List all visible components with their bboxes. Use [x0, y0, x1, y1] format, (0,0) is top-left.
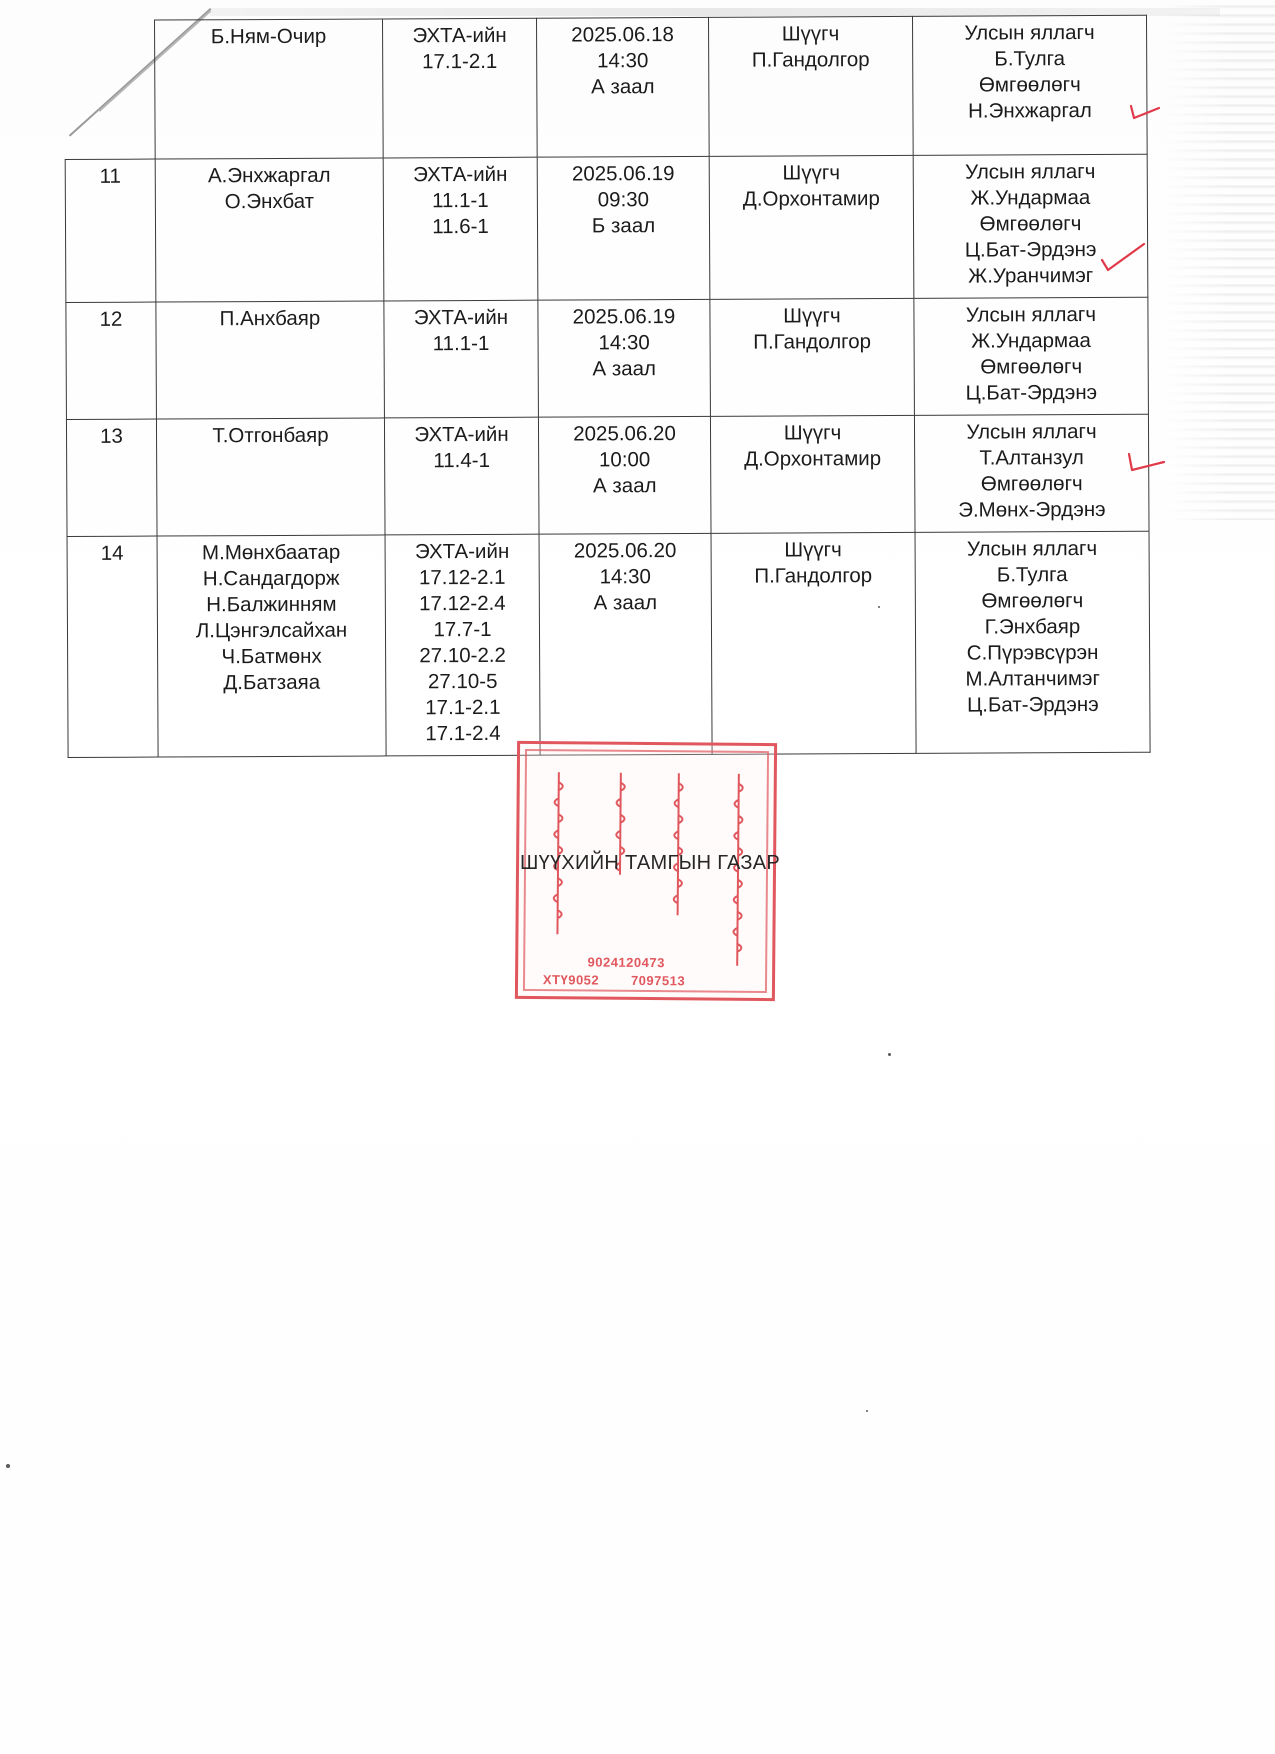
law-article: 17.12-2.1: [418, 565, 506, 590]
hearing-room: А заал: [592, 474, 657, 498]
party-line: Улсын яллагч: [966, 419, 1097, 444]
party-line: Г.Энхбаяр: [984, 615, 1081, 639]
parties-cell: [914, 297, 1149, 415]
law-article: 17.7-1: [433, 617, 492, 642]
hearing-time-cell: [539, 533, 712, 755]
law-article: 17.1-2.1: [425, 695, 501, 720]
judge-title: Шүүгч: [783, 421, 842, 445]
party-line: Б.Тулга: [996, 563, 1068, 587]
defendant-name: М.Мөнхбаатар: [201, 540, 341, 565]
scan-speck: [866, 1410, 868, 1412]
law-article: ЭХТА-ийн: [414, 539, 510, 564]
table-row: [65, 154, 1148, 302]
party-line: Өмгөөлөгч: [980, 472, 1083, 496]
hearing-date: 2025.06.19: [572, 305, 676, 329]
stamp-code: 7097513: [630, 972, 686, 989]
party-line: Улсын яллагч: [964, 20, 1095, 45]
defendant-name: Б.Ням-Очир: [210, 24, 327, 49]
law-article-cell: [385, 534, 540, 756]
defendant-name: Н.Балжинням: [206, 592, 337, 617]
judge-title: Шүүгч: [782, 161, 841, 185]
law-article: 17.12-2.4: [418, 591, 506, 616]
law-article: ЭХТА-ийн: [414, 422, 509, 447]
defendant-names-cell: [155, 158, 384, 302]
law-article: ЭХТА-ийн: [413, 162, 508, 187]
law-article: 11.4-1: [433, 448, 491, 473]
party-line: Ж.Ундармаа: [971, 328, 1091, 353]
law-article-cell: [384, 417, 539, 535]
law-article: 17.1-2.1: [422, 49, 498, 74]
hearing-hour: 14:30: [596, 49, 649, 73]
hearing-hour: 14:30: [598, 331, 650, 355]
judge-name: Д.Орхонтамир: [744, 447, 882, 471]
hearing-room: А заал: [592, 357, 657, 381]
handwritten-check-icon: [1128, 100, 1162, 122]
party-line: Улсын яллагч: [965, 159, 1096, 184]
hearing-date: 2025.06.20: [573, 422, 676, 446]
table-row: [66, 414, 1149, 536]
defendant-names-cell: [157, 535, 386, 757]
row-number: [65, 20, 156, 159]
stamp-office-label: ШҮҮХИЙН ТАМГЫН ГАЗАР: [519, 852, 781, 874]
hearing-room: А заал: [590, 75, 655, 99]
stamp-registration-number: 9024120473: [587, 954, 665, 971]
party-line: Н.Энхжаргал: [968, 98, 1092, 123]
party-line: Өмгөөлөгч: [980, 355, 1083, 379]
table-row: [66, 297, 1149, 419]
stamp-code: ХТҮ9052: [542, 972, 600, 988]
row-number: 11: [65, 159, 156, 302]
law-article: ЭХТА-ийн: [412, 23, 507, 48]
party-line: Ж.Ундармаа: [970, 185, 1091, 210]
table-row: [65, 15, 1148, 159]
hearing-date: 2025.06.19: [571, 162, 675, 186]
parties-cell: [912, 15, 1147, 155]
row-number: 14: [67, 536, 158, 757]
hearing-hour: 10:00: [598, 448, 651, 472]
party-line: Улсын яллагч: [966, 536, 1098, 561]
party-line: Улсын яллагч: [965, 302, 1097, 327]
mongolian-script-icon: [667, 769, 690, 919]
judge-title: Шүүгч: [781, 22, 840, 46]
party-line: Ц.Бат-Эрдэнэ: [965, 380, 1098, 405]
court-schedule-table: [64, 15, 1151, 758]
defendant-name: О.Энхбат: [224, 189, 315, 214]
party-line: С.Пүрэвсүрэн: [966, 640, 1099, 665]
party-line: Ц.Бат-Эрдэнэ: [967, 692, 1099, 717]
law-article: 27.10-5: [427, 669, 498, 694]
party-line: М.Алтанчимэг: [965, 666, 1101, 691]
law-article: ЭХТА-ийн: [413, 305, 509, 330]
judge-cell: [709, 155, 914, 299]
judge-name: П.Гандолгор: [751, 48, 870, 72]
defendant-name: П.Анхбаяр: [219, 306, 321, 331]
party-line: Өмгөөлөгч: [979, 212, 1082, 236]
scan-speck: [878, 606, 880, 608]
row-number: 12: [66, 302, 157, 419]
judge-cell: [710, 415, 915, 533]
defendant-names-cell: [156, 418, 385, 536]
party-line: Өмгөөлөгч: [978, 73, 1081, 97]
scan-noise: [1165, 0, 1275, 520]
defendant-name: Н.Сандагдорж: [202, 566, 340, 591]
judge-title: Шүүгч: [784, 538, 842, 562]
defendant-names-cell: [156, 301, 385, 419]
law-article: 11.1-1: [432, 188, 489, 213]
judge-name: П.Гандолгор: [754, 564, 873, 588]
parties-cell: [913, 154, 1148, 298]
hearing-date: 2025.06.20: [573, 539, 677, 563]
hearing-time-cell: [537, 156, 710, 300]
hearing-room: Б заал: [591, 214, 656, 238]
scan-speck: [888, 1053, 891, 1056]
judge-cell: [710, 298, 915, 416]
hearing-time-cell: [536, 17, 709, 157]
row-number: 13: [66, 419, 157, 536]
law-article: 17.1-2.4: [425, 721, 501, 746]
defendant-name: А.Энхжаргал: [207, 163, 331, 188]
judge-title: Шүүгч: [783, 304, 841, 328]
parties-cell: [915, 531, 1150, 753]
parties-cell: [914, 414, 1149, 532]
handwritten-check-icon: [1126, 448, 1166, 476]
hearing-time-cell: [538, 299, 711, 417]
law-article: 27.10-2.2: [419, 643, 506, 668]
defendant-name: Т.Отгонбаяр: [212, 423, 329, 448]
law-article-cell: [382, 18, 537, 158]
law-article-cell: [384, 300, 539, 418]
hearing-room: А заал: [593, 591, 658, 615]
party-line: Өмгөөлөгч: [981, 589, 1084, 613]
hearing-time-cell: [538, 416, 711, 534]
law-article-cell: [383, 157, 538, 301]
scan-speck: [6, 1464, 10, 1468]
judge-name: П.Гандолгор: [753, 330, 872, 354]
party-line: Ж.Уранчимэг: [968, 263, 1094, 288]
law-article: 11.1-1: [432, 331, 490, 356]
party-line: Ц.Бат-Эрдэнэ: [964, 237, 1097, 262]
law-article: 11.6-1: [432, 214, 489, 239]
judge-name: Д.Орхонтамир: [742, 187, 880, 211]
hearing-hour: 14:30: [599, 565, 651, 589]
party-line: Т.Алтанзул: [979, 446, 1084, 470]
handwritten-check-icon: [1100, 240, 1146, 276]
defendant-name: Д.Батзаяа: [223, 670, 321, 695]
judge-cell: [708, 16, 913, 156]
table-row: [67, 531, 1150, 757]
party-line: Э.Мөнх-Эрдэнэ: [958, 497, 1106, 522]
judge-cell: [711, 532, 916, 754]
party-line: Б.Тулга: [994, 47, 1066, 71]
defendant-name: Л.Цэнгэлсайхан: [195, 618, 348, 643]
defendant-names-cell: [155, 19, 384, 159]
hearing-date: 2025.06.18: [571, 23, 674, 47]
defendant-name: Ч.Батмөнх: [221, 644, 322, 669]
hearing-hour: 09:30: [597, 188, 650, 212]
